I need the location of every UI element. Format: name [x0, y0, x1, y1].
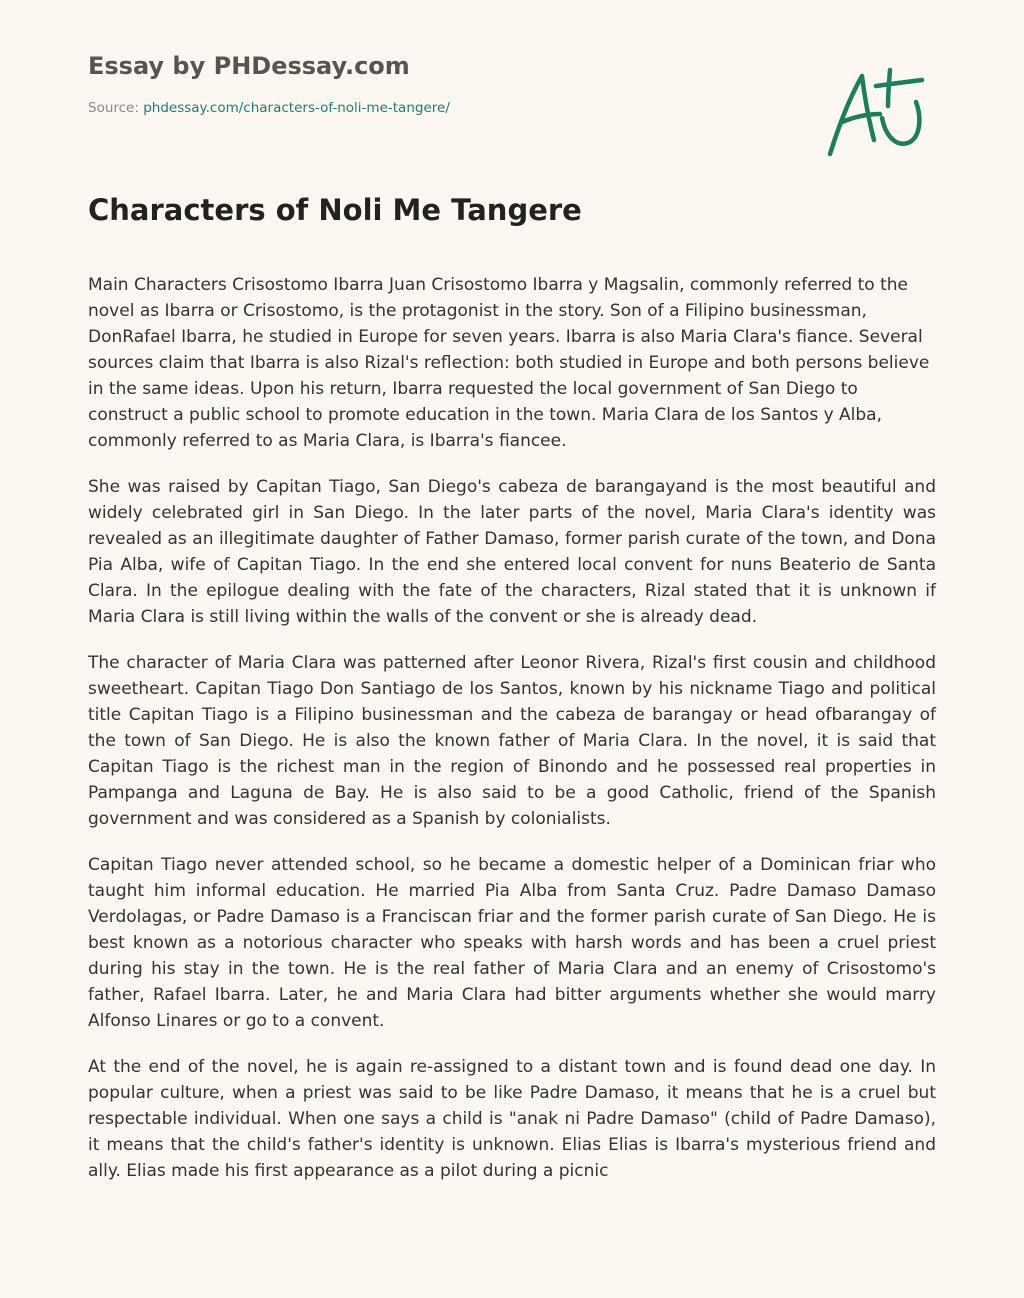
paragraph: The character of Maria Clara was patterned after Leonor Rivera, Rizal's first cousin and childhood sweetheart. Capitan Tiago Don Santiago de los Santos, known by his nickname Tiago and political title Capitan Tiago is a Filipino businessman and the cabeza de barangay or head ofbarangay of the town of San Diego. He is also the known father of Maria Clara. In the novel, it is said that Capitan Tiago is the richest man in the region of Binondo and he possessed real properties in Pampanga and Laguna de Bay. He is also said to be a good Catholic, friend of the Spanish government and was considered as a Spanish by colonialists. — [88, 653, 936, 829]
document-title: Characters of Noli Me Tangere — [88, 193, 582, 227]
source-link[interactable]: phdessay.com/characters-of-noli-me-tangere/ — [143, 100, 450, 116]
paragraph: Main Characters Crisostomo Ibarra Juan Crisostomo Ibarra y Magsalin, commonly referred to the novel as Ibarra or Crisostomo, is the protagonist in the story. Son of a Filipino businessman, DonRafael Ibarra, he studied in Europe for seven years. Ibarra is also Maria Clara's fiance. Several sources claim that Ibarra is also Rizal's reflection: both studied in Europe and both persons believe in the same ideas. Upon his return, Ibarra requested the local government of San Diego to construct a public school to promote education in the town. Maria Clara de los Santos y Alba, commonly referred to as Maria Clara, is Ibarra's fiancee. — [88, 275, 930, 451]
page-header — [88, 50, 450, 117]
paragraph: Capitan Tiago never attended school, so he became a domestic helper of a Dominican friar who taught him informal education. He married Pia Alba from Santa Cruz. Padre Damaso Damaso Verdolagas, or Padre Damaso is a Franciscan friar and the former parish curate of San Diego. He is best known as a notorious character who speaks with harsh words and has been a cruel priest during his stay in the town. He is the real father of Maria Clara and an enemy of Crisostomo's father, Rafael Ibarra. Later, he and Maria Clara had bitter arguments whether she would marry Alfonso Linares or go to a convent. — [88, 855, 936, 1031]
source-line — [88, 99, 450, 117]
paragraph: She was raised by Capitan Tiago, San Diego's cabeza de barangayand is the most beautiful and widely celebrated girl in San Diego. In the later parts of the novel, Maria Clara's identity was revealed as an illegitimate daughter of Father Damaso, former parish curate of the town, and Dona Pia Alba, wife of Capitan Tiago. In the end she entered local convent for nuns Beaterio de Santa Clara. In the epilogue dealing with the fate of the characters, Rizal stated that it is unknown if Maria Clara is still living within the walls of the convent or she is already dead. — [88, 477, 936, 627]
a-plus-logo-icon — [818, 62, 930, 162]
site-title: Essay by PHDessay.com — [88, 52, 410, 80]
source-label: Source: — [88, 100, 144, 116]
essay-body — [88, 272, 936, 1204]
paragraph: At the end of the novel, he is again re-assigned to a distant town and is found dead one day. In popular culture, when a priest was said to be like Padre Damaso, it means that he is a cruel but respectable individual. When one says a child is "anak ni Padre Damaso" (child of Padre Damaso), it means that the child's father's identity is unknown. Elias Elias is Ibarra's mysterious friend and ally. Elias made his first appearance as a pilot during a picnic — [88, 1057, 936, 1181]
